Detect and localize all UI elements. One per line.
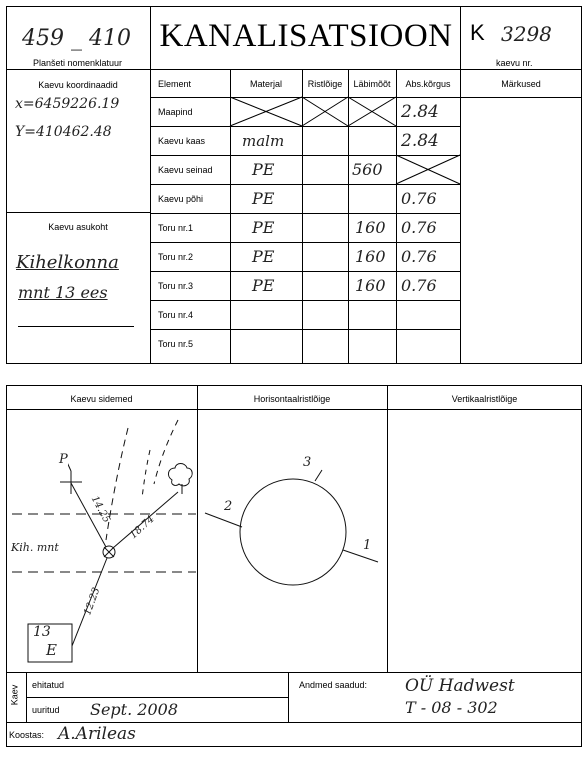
row-label: Toru nr.2	[158, 252, 194, 262]
sketch-col-horizontal: Horisontaalristlõige	[253, 394, 331, 404]
divider	[26, 697, 288, 698]
author-value: A.Arileas	[58, 724, 136, 744]
cell-material: PE	[252, 247, 275, 266]
location-label: Kaevu asukoht	[48, 222, 108, 232]
kaev-label: Kaev	[9, 684, 20, 706]
author-label: Koostas:	[9, 730, 45, 740]
well-prefix: K	[470, 20, 485, 45]
row-label: Toru nr.3	[158, 281, 194, 291]
location-line1: Kihelkonna	[16, 252, 119, 273]
cell-height: 0.76	[401, 189, 437, 208]
distance-label: 14.25	[88, 494, 112, 525]
cell-material: PE	[252, 160, 275, 179]
cell-material: PE	[252, 218, 275, 237]
data-source-value: OÜ Hadwest	[405, 676, 515, 696]
row-label: Kaevu seinad	[158, 165, 213, 175]
cell-height: 2.84	[401, 102, 439, 122]
house-letter: E	[46, 641, 57, 659]
col-header-element: Element	[158, 79, 192, 89]
cell-material: PE	[252, 276, 275, 295]
row-label: Kaevu põhi	[158, 194, 204, 204]
cell-height: 0.76	[401, 218, 437, 237]
coords-label: Kaevu koordinaadid	[38, 80, 118, 90]
pipe-label-2: 2	[224, 499, 233, 514]
pipe-label-1: 1	[363, 538, 372, 553]
north-label: P	[59, 452, 68, 467]
data-source-label: Andmed saadud:	[299, 680, 368, 690]
row-label: Toru nr.5	[158, 339, 194, 349]
built-label: ehitatud	[32, 680, 65, 690]
distance-label: 18.74	[127, 513, 157, 542]
divider	[288, 672, 289, 722]
divider	[6, 722, 582, 723]
row-label: Toru nr.4	[158, 310, 194, 320]
col-header-height: Abs.kõrgus	[405, 79, 451, 89]
coord-x: x=6459226.19	[15, 96, 120, 112]
col-header-diameter: Läbimõõt	[353, 79, 391, 89]
surveyed-label: uuritud	[32, 705, 60, 715]
nomenclature-label: Planšeti nomenklatuur	[33, 58, 123, 68]
pipe-label-3: 3	[303, 455, 312, 470]
cell-height: 0.76	[401, 247, 437, 266]
coord-y: Y=410462.48	[15, 124, 112, 140]
distance-label: 12.23	[82, 586, 103, 617]
house-number: 13	[33, 624, 51, 640]
row-label: Toru nr.1	[158, 223, 194, 233]
cell-height: 0.76	[401, 276, 437, 295]
road-label: Kih. mnt	[11, 541, 59, 554]
well-label: kaevu nr.	[496, 58, 533, 68]
col-header-cross: Ristlõige	[307, 79, 343, 89]
cell-material: malm	[242, 132, 285, 150]
col-header-notes: Märkused	[501, 79, 541, 89]
cell-height: 2.84	[401, 131, 439, 151]
row-label: Maapind	[158, 107, 193, 117]
cell-diameter: 160	[355, 276, 386, 295]
col-header-material: Materjal	[249, 79, 282, 89]
sketch-col-vertical: Vertikaalristlõige	[451, 394, 518, 404]
cell-material: PE	[252, 189, 275, 208]
well-number: 3298	[501, 22, 552, 46]
cell-diameter: 560	[352, 160, 383, 179]
surveyed-value: Sept. 2008	[90, 700, 178, 719]
page-title: KANALISATSIOON	[159, 18, 453, 54]
location-line2: mnt 13 ees	[18, 283, 108, 302]
row-label: Kaevu kaas	[158, 136, 206, 146]
cell-diameter: 160	[355, 247, 386, 266]
nomenclature-value: 459 _ 410	[22, 26, 131, 51]
data-source-code: T - 08 - 302	[405, 698, 498, 717]
cell-diameter: 160	[355, 218, 386, 237]
sketch-col-links: Kaevu sidemed	[70, 394, 133, 404]
